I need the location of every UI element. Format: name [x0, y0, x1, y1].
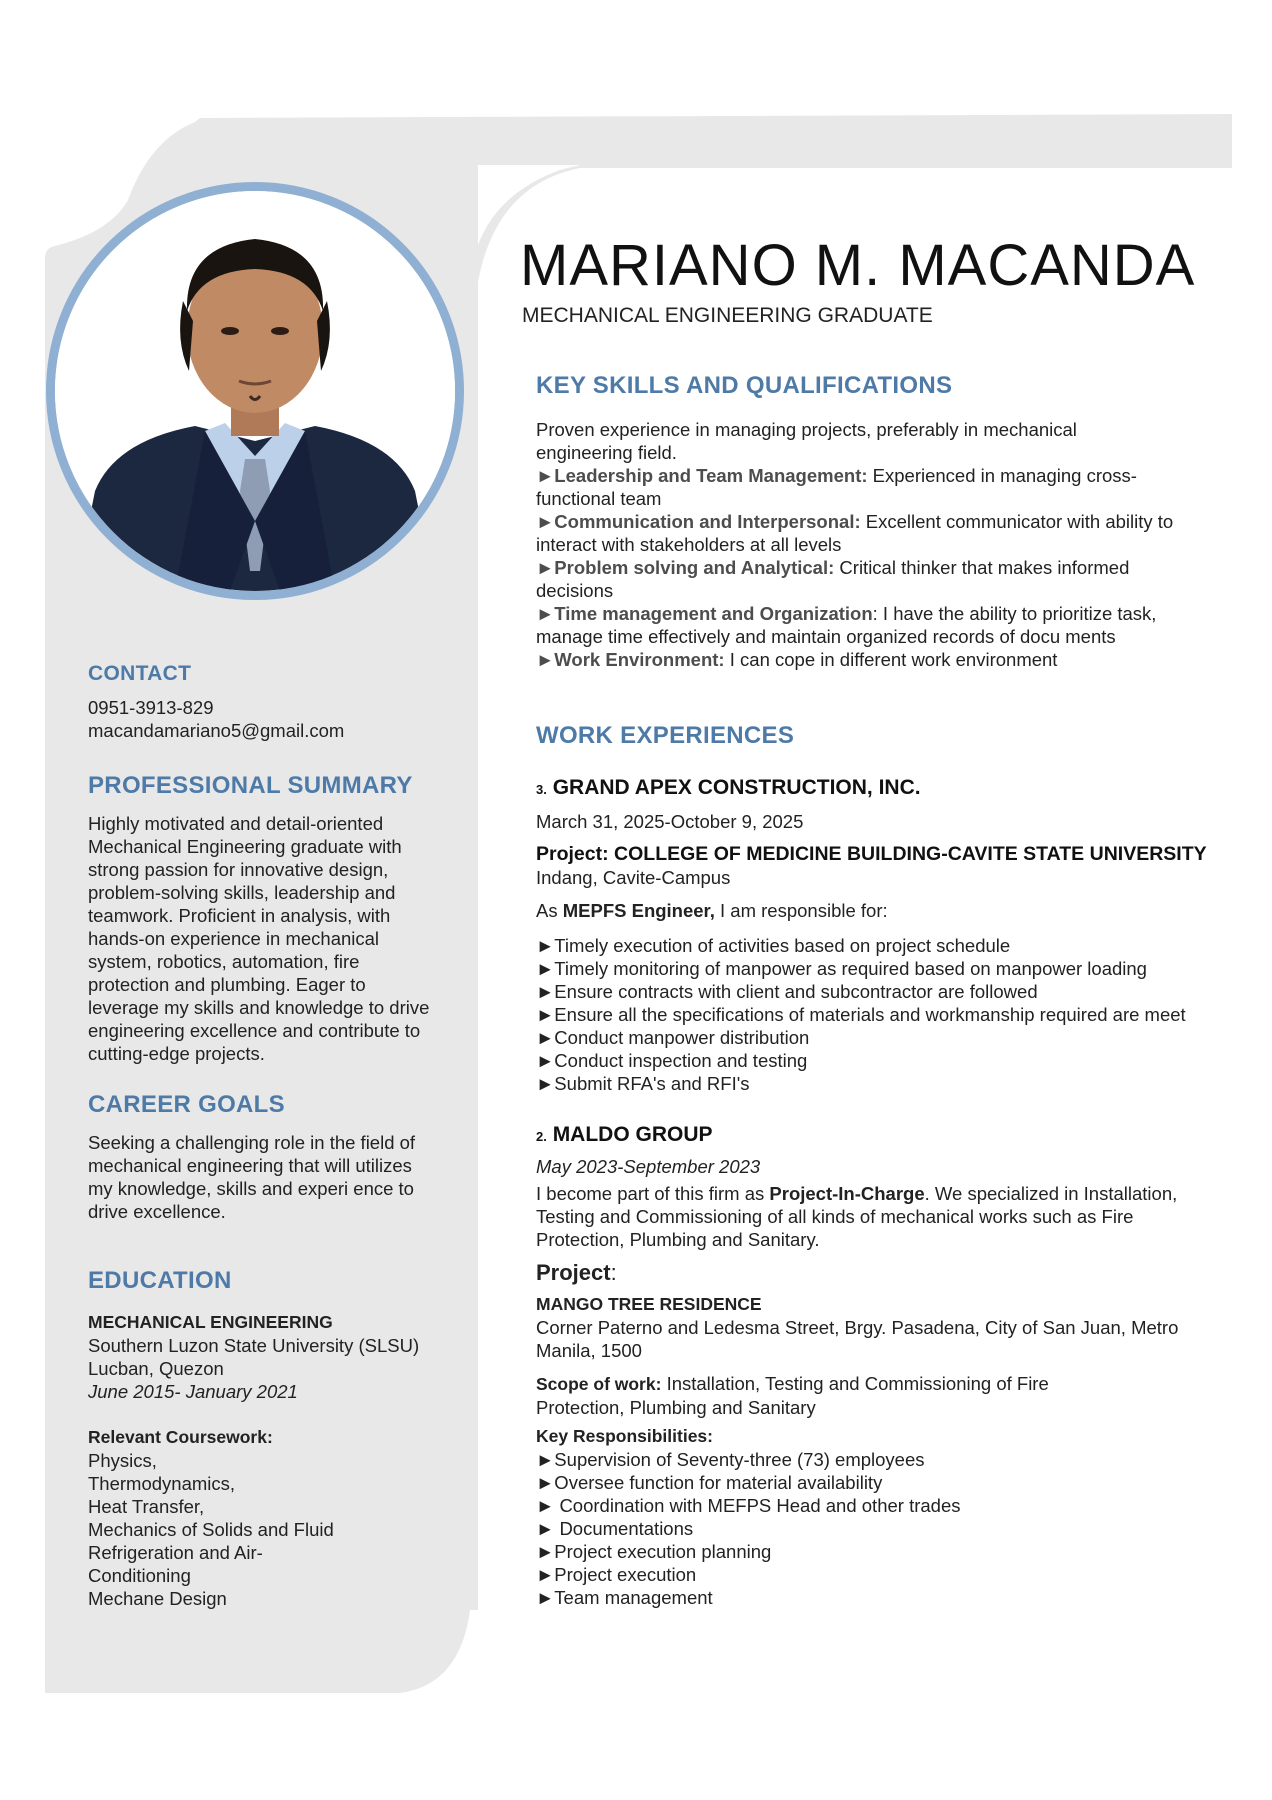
- coursework-item: Physics,: [88, 1450, 157, 1471]
- responsibilities-list: [536, 1448, 1206, 1609]
- skill-item: ►Work Environment: I can cope in different work environment: [536, 649, 1058, 670]
- coursework-item: Conditioning: [88, 1565, 191, 1586]
- education-location: Lucban, Quezon: [88, 1358, 224, 1379]
- contact-phone: 0951-3913-829: [88, 697, 214, 718]
- education-heading: EDUCATION: [88, 1267, 232, 1294]
- work-section: [536, 722, 1226, 1609]
- job-description: I become part of this firm as Project-In-Charge. We specialized in Installation, Testing and Commissioning of all kinds of mechanical works such as Fire Protection, Plumbing and Sanitary.: [536, 1183, 1178, 1250]
- job-dates: May 2023-September 2023: [536, 1156, 761, 1177]
- job-project-label: Project:: [536, 1260, 617, 1285]
- applicant-title: MECHANICAL ENGINEERING GRADUATE: [522, 304, 933, 327]
- list-item: ►Project execution planning: [536, 1541, 772, 1562]
- list-item: ►Supervision of Seventy-three (73) employees: [536, 1449, 925, 1470]
- list-item: ►Conduct inspection and testing: [536, 1050, 808, 1071]
- coursework-item: Refrigeration and Air-: [88, 1542, 263, 1563]
- education-degree: MECHANICAL ENGINEERING: [88, 1312, 333, 1332]
- skill-item: ►Problem solving and Analytical: Critical thinker that makes informed decisions: [536, 557, 1130, 601]
- coursework-item: Mechane Design: [88, 1588, 227, 1609]
- coursework-heading: Relevant Coursework:: [88, 1427, 273, 1447]
- list-item: ►Oversee function for material availability: [536, 1472, 883, 1493]
- goals-text: Seeking a challenging role in the field of mechanical engineering that will utilizes my knowledge, skills and experi ence to drive excellence.: [88, 1132, 416, 1222]
- job-company: 2. MALDO GROUP: [536, 1123, 713, 1146]
- responsibilities-heading: Key Responsibilities:: [536, 1426, 713, 1446]
- contact-heading: CONTACT: [88, 662, 192, 685]
- list-item: ►Submit RFA's and RFI's: [536, 1073, 750, 1094]
- summary-text: Highly motivated and detail-oriented Mechanical Engineering graduate with strong passion for innovative design, problem-solving skills, leadership and teamwork. Proficient in analysis, with hands-on experience in mechanical system, robotics, automation, fire protection and plumbing. Eager to leverage my skills and knowledge to drive engineering excellence and contribute to cutting-edge projects.: [88, 813, 430, 1064]
- list-item: ► Coordination with MEFPS Head and other trades: [536, 1495, 961, 1516]
- list-item: ►Conduct manpower distribution: [536, 1027, 810, 1048]
- education-section: [88, 1267, 458, 1610]
- job-dates: March 31, 2025-October 9, 2025: [536, 811, 804, 832]
- profile-portrait: [55, 191, 455, 591]
- job-company: 3. GRAND APEX CONSTRUCTION, INC.: [536, 776, 921, 799]
- summary-heading: PROFESSIONAL SUMMARY: [88, 772, 413, 799]
- list-item: ►Ensure contracts with client and subcontractor are followed: [536, 981, 1038, 1002]
- goals-section: [88, 1091, 458, 1223]
- summary-section: [88, 772, 458, 1065]
- job-scope: Scope of work: Installation, Testing and Commissioning of Fire Protection, Plumbing and Sanitary: [536, 1373, 1049, 1418]
- contact-section: [88, 662, 458, 742]
- list-item: ► Documentations: [536, 1518, 694, 1539]
- coursework-item: Heat Transfer,: [88, 1496, 205, 1517]
- job-grand-apex: [536, 776, 1216, 1095]
- list-item: ►Ensure all the specifications of materials and workmanship required are meet: [536, 1004, 1186, 1025]
- job-project-name: MANGO TREE RESIDENCE: [536, 1294, 762, 1314]
- work-heading: WORK EXPERIENCES: [536, 722, 795, 749]
- profile-photo: [46, 182, 464, 600]
- education-school: Southern Luzon State University (SLSU): [88, 1335, 420, 1356]
- skills-section: [536, 372, 1226, 671]
- skill-item: ►Leadership and Team Management: Experienced in managing cross-functional team: [536, 465, 1137, 509]
- skill-item: ►Communication and Interpersonal: Excellent communicator with ability to interact with stakeholders at all levels: [536, 511, 1174, 555]
- left-column: [88, 662, 458, 1610]
- list-item: ►Team management: [536, 1587, 713, 1608]
- goals-heading: CAREER GOALS: [88, 1091, 285, 1118]
- list-item: ►Project execution: [536, 1564, 697, 1585]
- coursework-item: Thermodynamics,: [88, 1473, 236, 1494]
- skills-intro: Proven experience in managing projects, preferably in mechanical engineering field.: [536, 419, 1077, 463]
- job-maldo-group: [536, 1123, 1206, 1609]
- education-dates: June 2015- January 2021: [88, 1381, 298, 1402]
- skill-item: ►Time management and Organization: I have the ability to prioritize task, manage time effectively and maintain organized records of docu ments: [536, 603, 1157, 647]
- job-duties-list: [536, 934, 1216, 1095]
- job-project: Project: COLLEGE OF MEDICINE BUILDING-CAVITE STATE UNIVERSITY: [536, 843, 1207, 865]
- skills-heading: KEY SKILLS AND QUALIFICATIONS: [536, 372, 953, 399]
- list-item: ►Timely execution of activities based on project schedule: [536, 935, 1011, 956]
- coursework-item: Mechanics of Solids and Fluid: [88, 1519, 334, 1540]
- job-project-address: Corner Paterno and Ledesma Street, Brgy. Pasadena, City of San Juan, Metro Manila, 1500: [536, 1317, 1179, 1361]
- job-role: As MEPFS Engineer, I am responsible for:: [536, 900, 888, 921]
- contact-email: macandamariano5@gmail.com: [88, 720, 345, 741]
- job-project-location: Indang, Cavite-Campus: [536, 867, 731, 888]
- applicant-name: MARIANO M. MACANDA: [520, 233, 1196, 298]
- list-item: ►Timely monitoring of manpower as required based on manpower loading: [536, 958, 1147, 979]
